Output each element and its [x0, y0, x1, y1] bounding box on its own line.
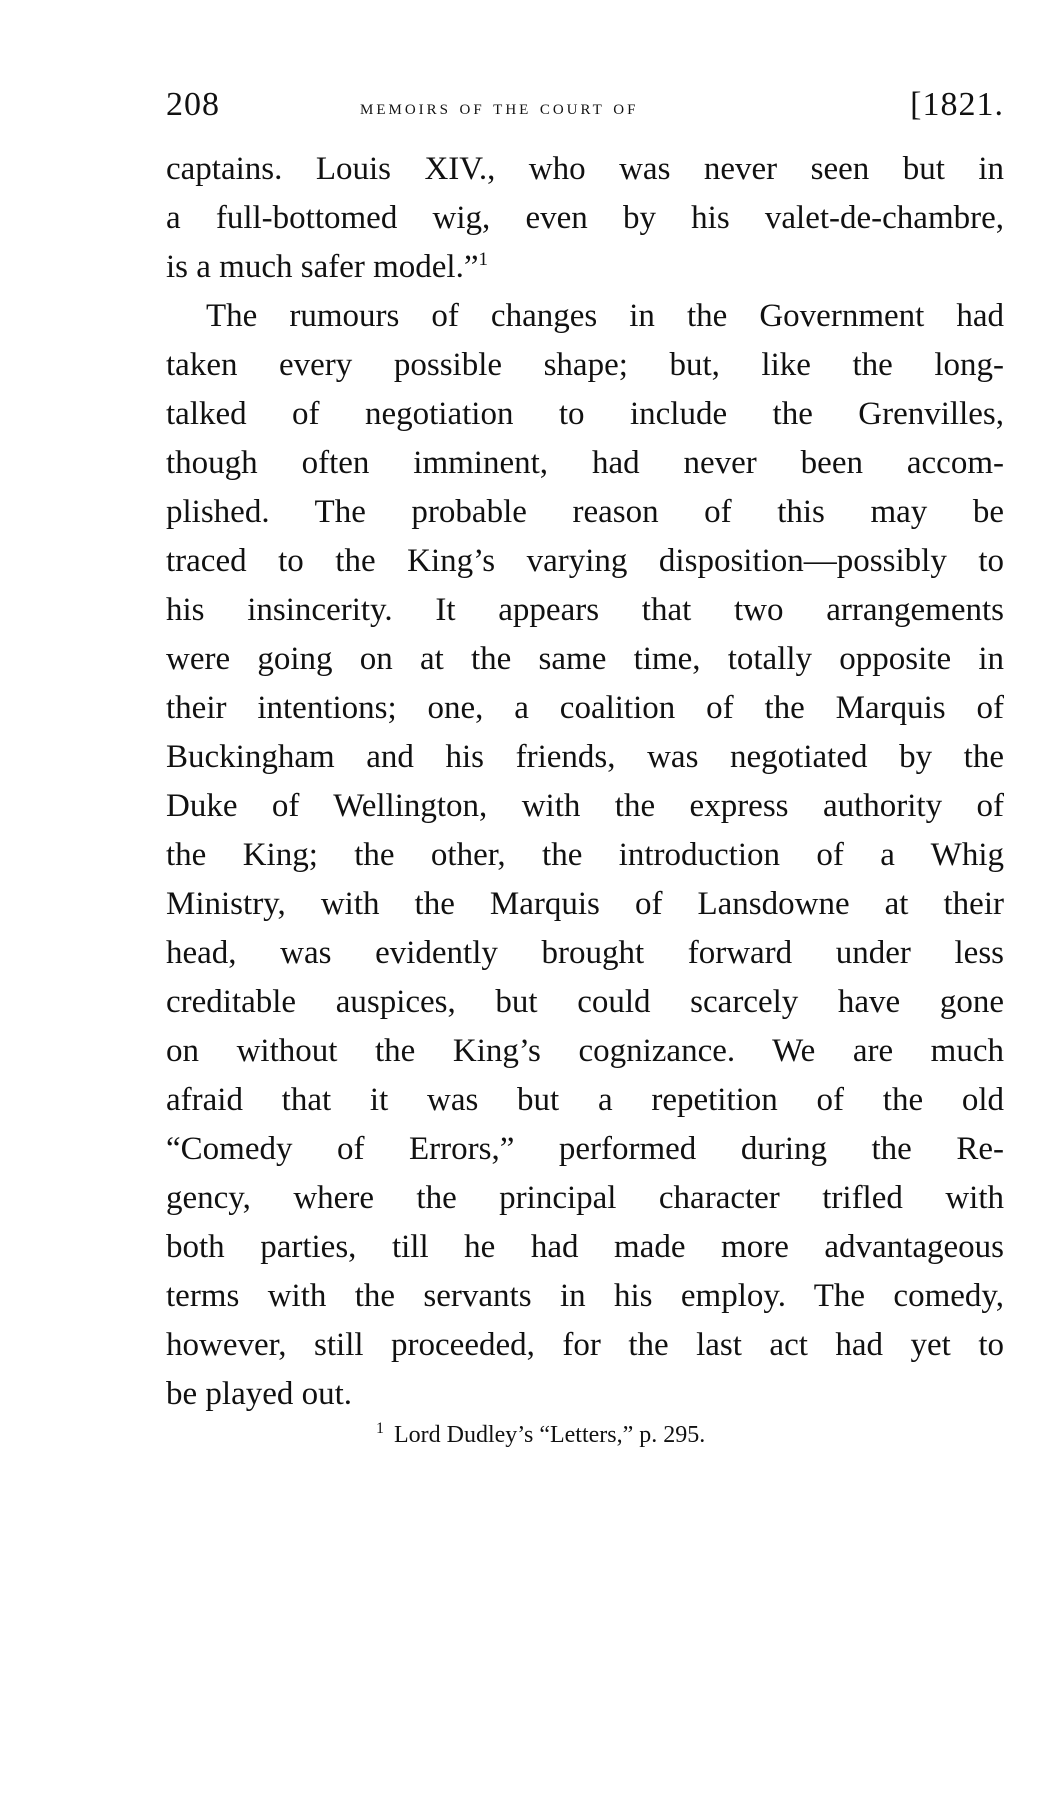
paragraph-first-line: The rumours of changes in the Government had	[206, 298, 1004, 334]
text-line: afraid that it was but a repetition of the old	[166, 1082, 1004, 1118]
text-line: talked of negotiation to include the Grenvilles,	[166, 396, 1004, 432]
paragraph-last-line: be played out.	[166, 1376, 353, 1412]
text-line: head, was evidently brought forward under less	[166, 935, 1004, 971]
text-line: Ministry, with the Marquis of Lansdowne at their	[166, 886, 1004, 922]
running-year: [1821.	[910, 86, 1004, 123]
text-line: were going on at the same time, totally opposite in	[166, 641, 1004, 677]
text-line: the King; the other, the introduction of a Whig	[166, 837, 1004, 873]
text-line: his insincerity. It appears that two arrangements	[166, 592, 1004, 628]
text-line: “Comedy of Errors,” performed during the Re-	[166, 1131, 1004, 1167]
text-line: their intentions; one, a coalition of the Marquis of	[166, 690, 1004, 726]
text-line: however, still proceeded, for the last act had yet to	[166, 1327, 1004, 1363]
text-line: a full-bottomed wig, even by his valet-de-chambre,	[166, 200, 1004, 236]
text-line	[166, 243, 1004, 292]
footnote	[376, 1422, 705, 1449]
text-line-content: is a much safer model.”	[166, 249, 479, 285]
page-number: 208	[166, 86, 220, 123]
text-line: terms with the servants in his employ. The comedy,	[166, 1278, 1004, 1314]
running-header	[166, 82, 1004, 132]
running-title: memoirs of the court of	[360, 94, 639, 119]
text-line: Buckingham and his friends, was negotiated by the	[166, 739, 1004, 775]
footnote-text: Lord Dudley’s “Letters,” p. 295.	[394, 1422, 706, 1448]
text-line: both parties, till he had made more advantageous	[166, 1229, 1004, 1265]
body-text	[166, 145, 1004, 1419]
footnote-reference: 1	[478, 249, 488, 270]
text-line: Duke of Wellington, with the express authority of	[166, 788, 1004, 824]
text-line: though often imminent, had never been accom-	[166, 445, 1004, 481]
footnote-marker: 1	[376, 1420, 384, 1437]
text-line: traced to the King’s varying disposition—possibly to	[166, 543, 1004, 579]
text-line: gency, where the principal character trifled with	[166, 1180, 1004, 1216]
text-line: creditable auspices, but could scarcely have gone	[166, 984, 1004, 1020]
text-line: on without the King’s cognizance. We are much	[166, 1033, 1004, 1069]
text-line: plished. The probable reason of this may be	[166, 494, 1004, 530]
text-line: captains. Louis XIV., who was never seen but in	[166, 151, 1004, 187]
text-line: taken every possible shape; but, like the long-	[166, 347, 1004, 383]
